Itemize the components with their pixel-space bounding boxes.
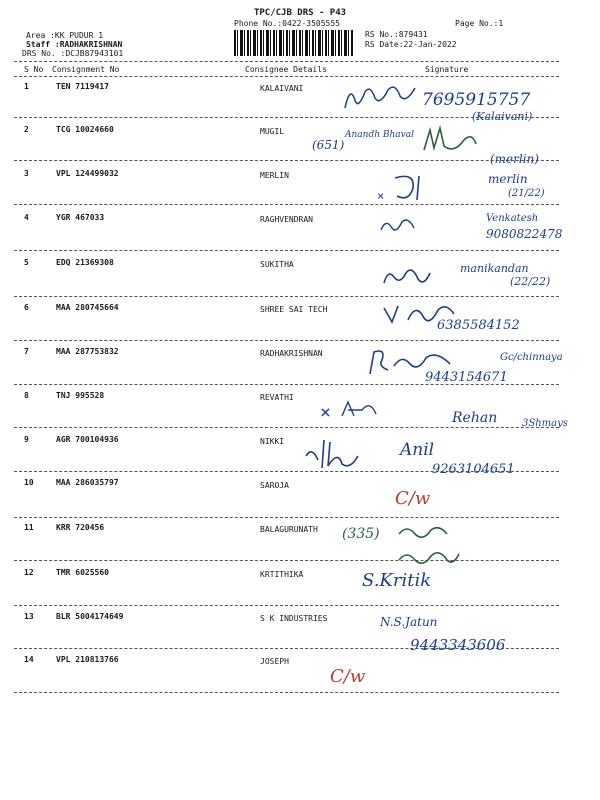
signature-scribble (340, 80, 420, 114)
handwritten-phone: 9263104651 (432, 462, 515, 477)
row-sno: 1 (24, 82, 29, 91)
row-consignee: SUKITHA (260, 260, 294, 269)
drs-number: DRS No. :DCJB87943101 (22, 49, 124, 58)
signature-scribble (420, 124, 480, 158)
row-consignee: KRTITHIKA (260, 570, 304, 579)
page-number: Page No.:1 (455, 19, 504, 28)
handwritten-name: manikandan (460, 262, 529, 275)
signature-scribble (380, 263, 434, 289)
handwritten-name: S.Kritik (362, 570, 432, 591)
row-sno: 13 (24, 612, 34, 621)
row-consignee: MERLIN (260, 171, 289, 180)
row-sno: 4 (24, 213, 29, 222)
row-consignment: TEN 7119417 (56, 82, 109, 91)
handwritten-text: (21/22) (508, 188, 545, 199)
handwritten-name: Anil (400, 440, 435, 460)
divider (14, 560, 559, 561)
col-signature: Signature (425, 65, 469, 74)
rs-date: RS Date:22-Jan-2022 (365, 40, 457, 49)
handwritten-name: Rehan (452, 410, 498, 426)
svg-text:×: × (377, 189, 385, 203)
row-consignment: MAA 287753832 (56, 347, 119, 356)
signature-scribble (395, 520, 465, 570)
row-consignee: SHREE SAI TECH (260, 305, 328, 314)
handwritten-text: 3Shmays (522, 418, 568, 429)
row-sno: 12 (24, 568, 34, 577)
row-consignment: MAA 280745664 (56, 303, 119, 312)
row-consignment: TCG 10024660 (56, 125, 114, 134)
row-sno: 3 (24, 169, 29, 178)
row-consignee: SAROJA (260, 481, 289, 490)
divider (14, 160, 559, 161)
handwritten-phone: 7695915757 (422, 90, 531, 110)
row-consignment: AGR 700104936 (56, 435, 119, 444)
divider (14, 76, 559, 77)
divider (14, 427, 559, 428)
col-consignment: Consignment No (52, 65, 120, 74)
barcode-image (234, 30, 354, 56)
row-sno: 8 (24, 391, 29, 400)
row-consignee: RADHAKRISHNAN (260, 349, 323, 358)
row-consignment: VPL 210813766 (56, 655, 119, 664)
row-sno: 2 (24, 125, 29, 134)
divider (14, 605, 559, 606)
signature-scribble (375, 170, 435, 206)
row-consignment: TNJ 995528 (56, 391, 105, 400)
divider (14, 61, 559, 62)
row-consignment: YGR 467033 (56, 213, 105, 222)
rs-number: RS No.:879431 (365, 30, 428, 39)
row-consignment: EDQ 21369308 (56, 258, 114, 267)
row-sno: 9 (24, 435, 29, 444)
handwritten-text: C/w (395, 488, 431, 509)
handwritten-text: merlin (488, 172, 528, 186)
row-consignee: REVATHI (260, 393, 294, 402)
row-sno: 11 (24, 523, 34, 532)
handwritten-text: (651) (312, 138, 345, 152)
row-consignee: NIKKI (260, 437, 285, 446)
handwritten-text: (22/22) (510, 275, 551, 288)
handwritten-text: (335) (342, 526, 380, 542)
col-sno: S No (24, 65, 44, 74)
signature-scribble (302, 436, 366, 472)
handwritten-name: Venkatesh (486, 213, 539, 224)
handwritten-phone: 9443154671 (425, 370, 508, 385)
area-label: Area :KK PUDUR 1 (26, 31, 104, 40)
row-consignee: MUGIL (260, 127, 285, 136)
handwritten-phone: 9080822478 (486, 227, 563, 241)
divider (14, 692, 559, 693)
handwritten-name: N.S.Jatun (380, 615, 438, 629)
handwritten-phone: 6385584152 (437, 318, 520, 333)
sheet-title: TPC/CJB DRS - P43 (253, 8, 347, 18)
signature-scribble (378, 214, 418, 236)
row-consignment: VPL 124499032 (56, 169, 119, 178)
handwritten-name: (Kalaivani) (472, 110, 533, 123)
row-consignee: KALAIVANI (260, 84, 304, 93)
row-consignee: S K INDUSTRIES (260, 614, 328, 623)
row-consignment: BLR 5004174649 (56, 612, 124, 621)
handwritten-name: (merlin) (490, 152, 539, 166)
handwritten-text: Gc/chinnaya (500, 352, 563, 363)
svg-text:×: × (320, 402, 331, 423)
row-sno: 14 (24, 655, 34, 664)
staff-label: Staff :RADHAKRISHNAN (26, 40, 123, 49)
row-sno: 5 (24, 258, 29, 267)
row-consignee: JOSEPH (260, 657, 289, 666)
signature-scribble (318, 396, 388, 424)
phone-number: Phone No.:0422-3505555 (234, 19, 340, 28)
handwritten-phone: 9443343606 (410, 636, 506, 654)
handwritten-text: Anandh Bhaval (345, 130, 414, 140)
row-consignment: KRR 720456 (56, 523, 105, 532)
divider (14, 250, 559, 251)
divider (14, 296, 559, 297)
row-consignment: MAA 286035797 (56, 478, 119, 487)
row-consignee: BALAGURUNATH (260, 525, 318, 534)
row-sno: 6 (24, 303, 29, 312)
divider (14, 204, 559, 205)
row-sno: 10 (24, 478, 34, 487)
divider (14, 340, 559, 341)
handwritten-text: C/w (330, 666, 366, 687)
row-sno: 7 (24, 347, 29, 356)
divider (14, 517, 559, 518)
row-consignee: RAGHVENDRAN (260, 215, 313, 224)
col-consignee: Consignee Details (245, 65, 327, 74)
row-consignment: TMR 6025560 (56, 568, 109, 577)
